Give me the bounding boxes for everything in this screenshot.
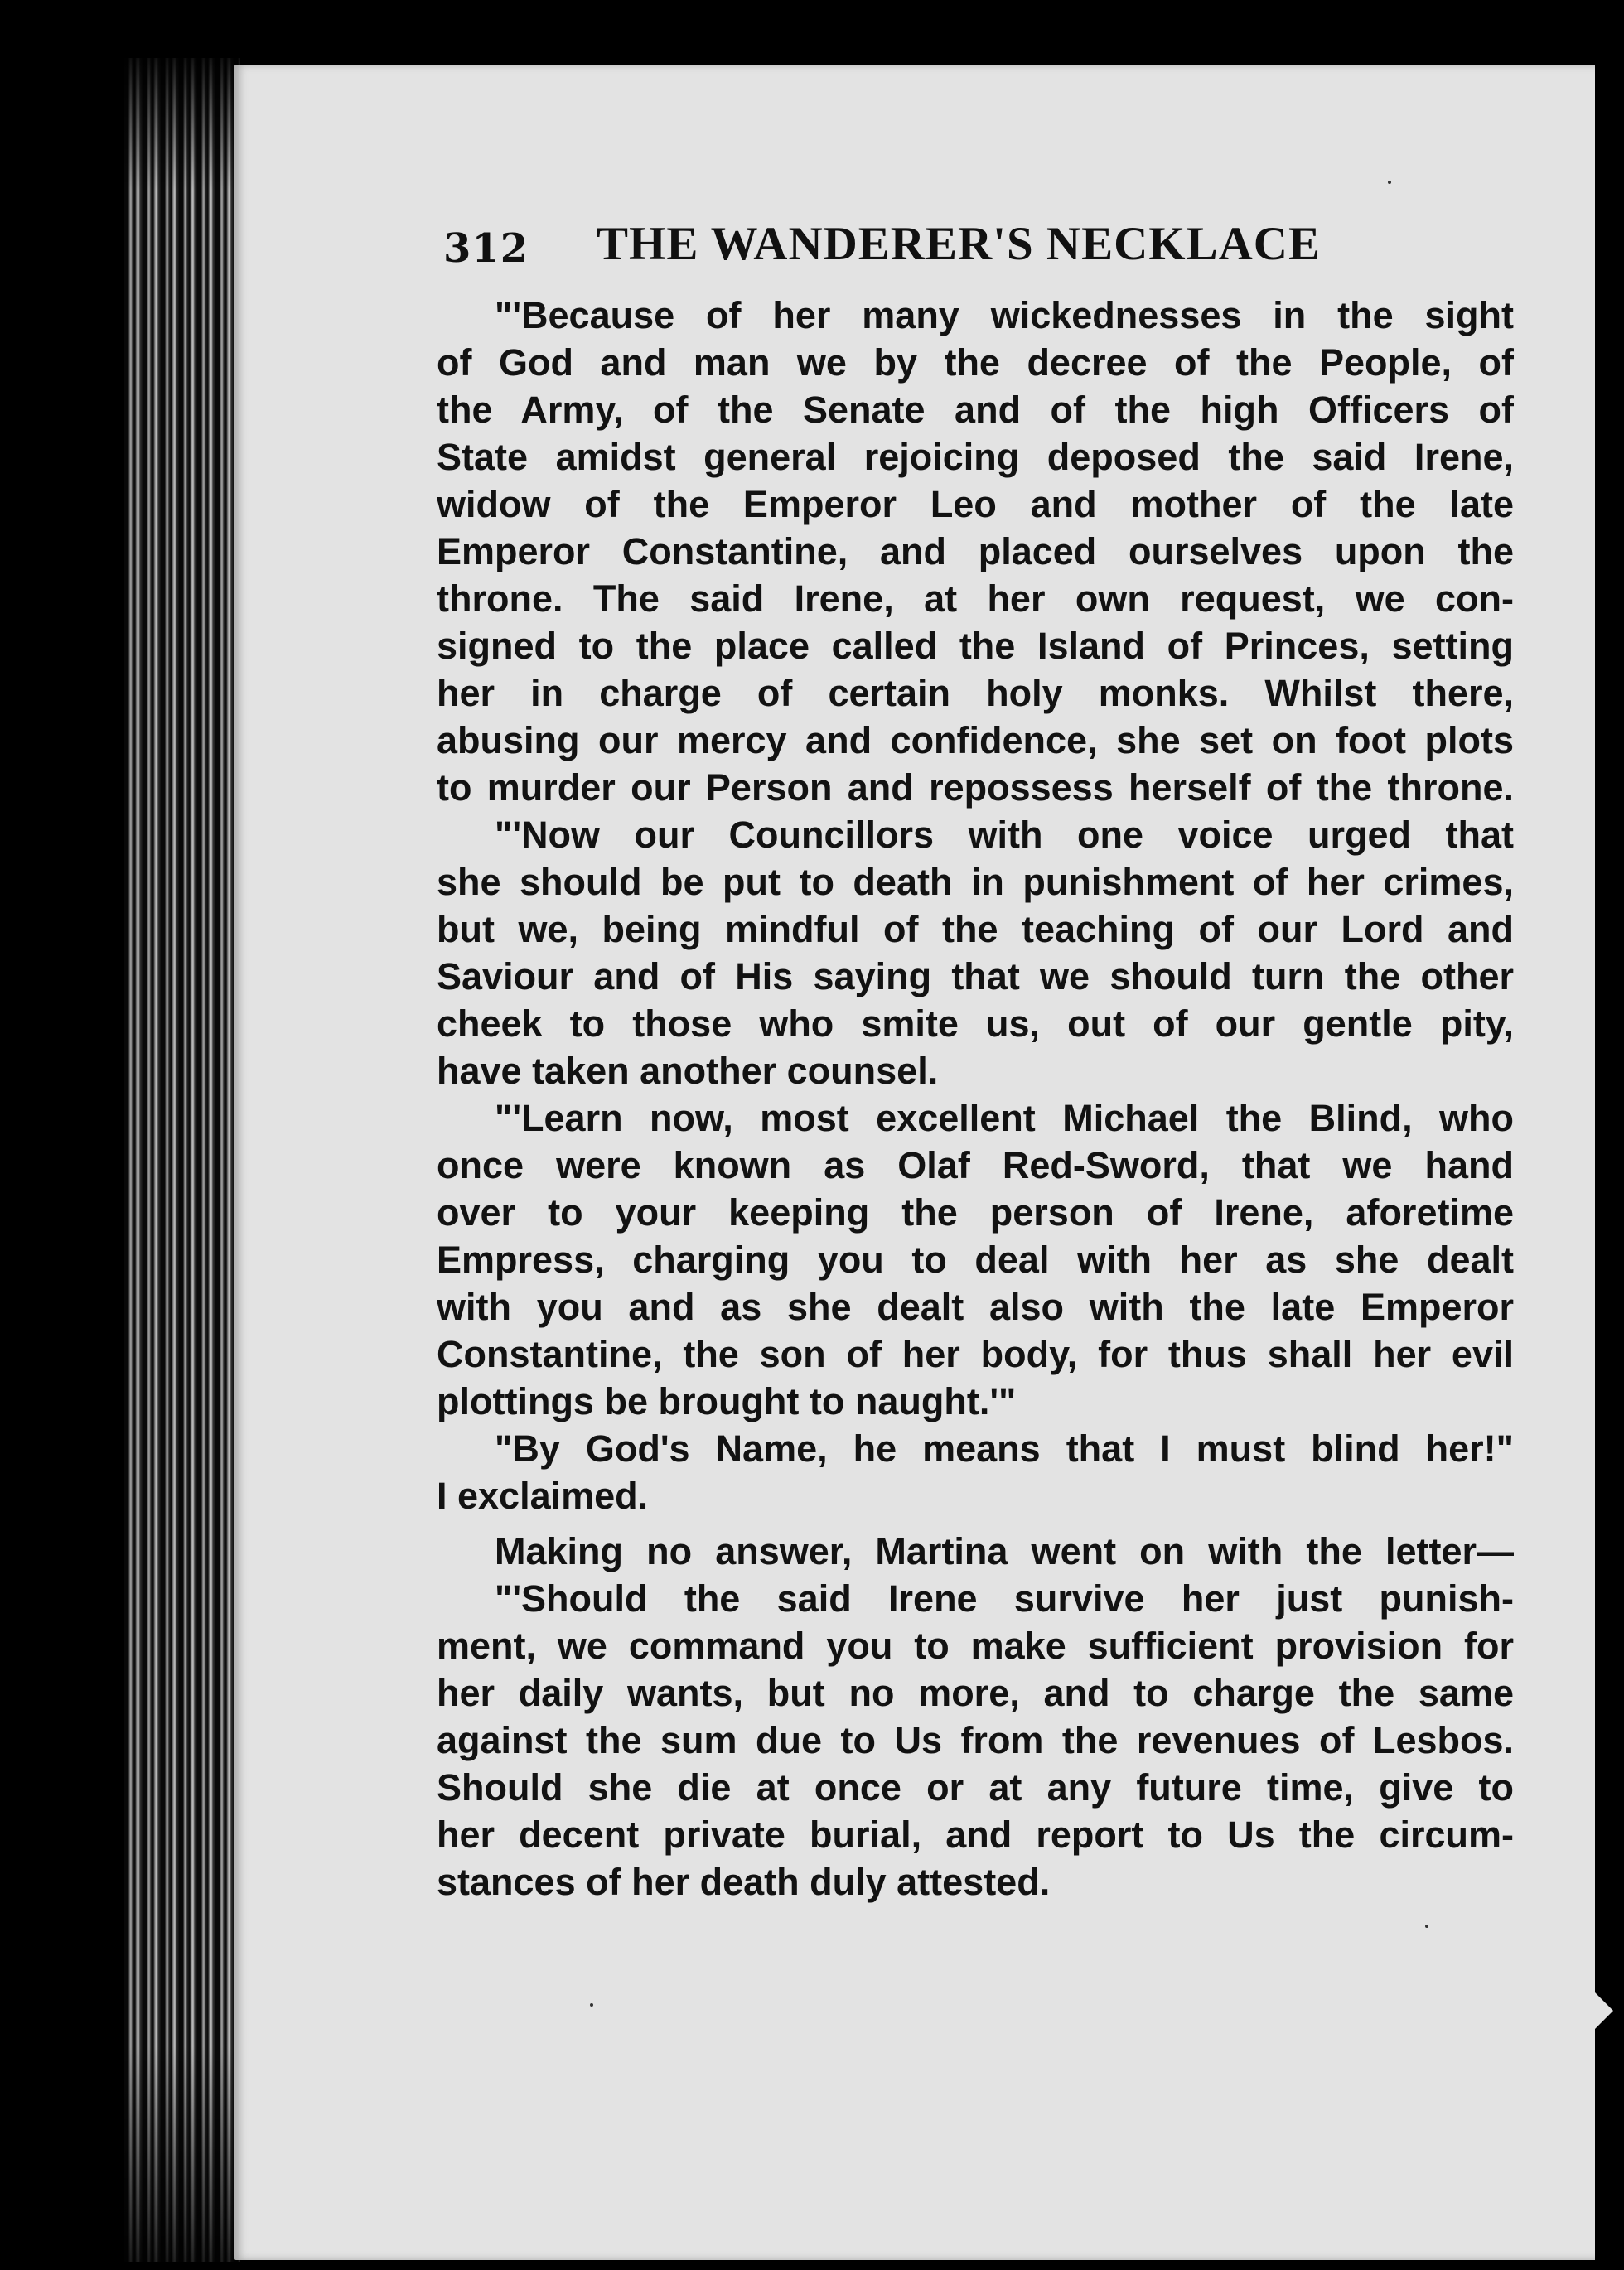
text-line: her daily wants, but no more, and to charge the same xyxy=(437,1672,1514,1714)
paper-speck xyxy=(590,2003,593,2007)
text-line: State amidst general rejoicing deposed the said Irene, xyxy=(437,436,1514,478)
body-text xyxy=(437,292,1514,1905)
text-line: "'Because of her many wickednesses in the sight xyxy=(495,294,1514,336)
text-line: Empress, charging you to deal with her as she dealt xyxy=(437,1239,1514,1281)
text-line: ment, we command you to make sufficient provision for xyxy=(437,1625,1514,1667)
paper-speck xyxy=(1388,181,1391,184)
page-edge-notch xyxy=(1595,1992,1613,2029)
paper-speck xyxy=(1425,1925,1428,1928)
text-line: she should be put to death in punishment of her crimes, xyxy=(437,861,1514,903)
page-right-border xyxy=(1595,65,1624,2260)
text-line: I exclaimed. xyxy=(437,1475,649,1517)
text-line: but we, being mindful of the teaching of our Lord and xyxy=(437,908,1514,950)
text-line: Emperor Constantine, and placed ourselves upon the xyxy=(437,530,1514,572)
book-title: THE WANDERER'S NECKLACE xyxy=(597,218,1321,270)
text-line: her in charge of certain holy monks. Whilst there, xyxy=(437,672,1514,714)
text-line: once were known as Olaf Red-Sword, that we hand xyxy=(437,1144,1514,1186)
text-line: cheek to those who smite us, out of our gentle pity, xyxy=(437,1002,1514,1045)
text-line: have taken another counsel. xyxy=(437,1050,939,1092)
text-line: Making no answer, Martina went on with the letter— xyxy=(495,1530,1514,1572)
text-line: throne. The said Irene, at her own request, we con- xyxy=(437,577,1514,620)
text-line: Constantine, the son of her body, for thus shall her evil xyxy=(437,1333,1514,1375)
page-edges xyxy=(124,58,240,2262)
text-line: "By God's Name, he means that I must blind her!" xyxy=(495,1427,1514,1470)
text-line: Should she die at once or at any future time, give to xyxy=(437,1766,1514,1809)
text-line: against the sum due to Us from the revenues of Lesbos. xyxy=(437,1719,1514,1761)
page-edges-shade-top xyxy=(124,58,240,191)
text-line: the Army, of the Senate and of the high Officers of xyxy=(437,389,1514,431)
text-line: abusing our mercy and confidence, she set on foot plots xyxy=(437,719,1514,761)
running-head xyxy=(443,217,1371,283)
page-edges-shade-bottom xyxy=(124,2046,240,2270)
text-line: plottings be brought to naught.'" xyxy=(437,1380,1017,1422)
text-line: "'Learn now, most excellent Michael the Blind, who xyxy=(495,1097,1514,1139)
text-line: widow of the Emperor Leo and mother of the late xyxy=(437,483,1514,525)
text-line: over to your keeping the person of Irene, aforetime xyxy=(437,1191,1514,1234)
text-line: stances of her death duly attested. xyxy=(437,1861,1051,1903)
text-line: Saviour and of His saying that we should turn the other xyxy=(437,955,1514,997)
text-line: "'Now our Councillors with one voice urged that xyxy=(495,814,1514,856)
text-line: with you and as she dealt also with the late Emperor xyxy=(437,1286,1514,1328)
text-line: signed to the place called the Island of Princes, setting xyxy=(437,625,1514,667)
text-line: of God and man we by the decree of the People, of xyxy=(437,341,1514,384)
text-line: her decent private burial, and report to Us the circum- xyxy=(437,1814,1514,1856)
page-number: 312 xyxy=(443,225,529,272)
text-line: to murder our Person and repossess herself of the throne. xyxy=(437,766,1514,809)
text-line: "'Should the said Irene survive her just punish- xyxy=(495,1577,1514,1620)
